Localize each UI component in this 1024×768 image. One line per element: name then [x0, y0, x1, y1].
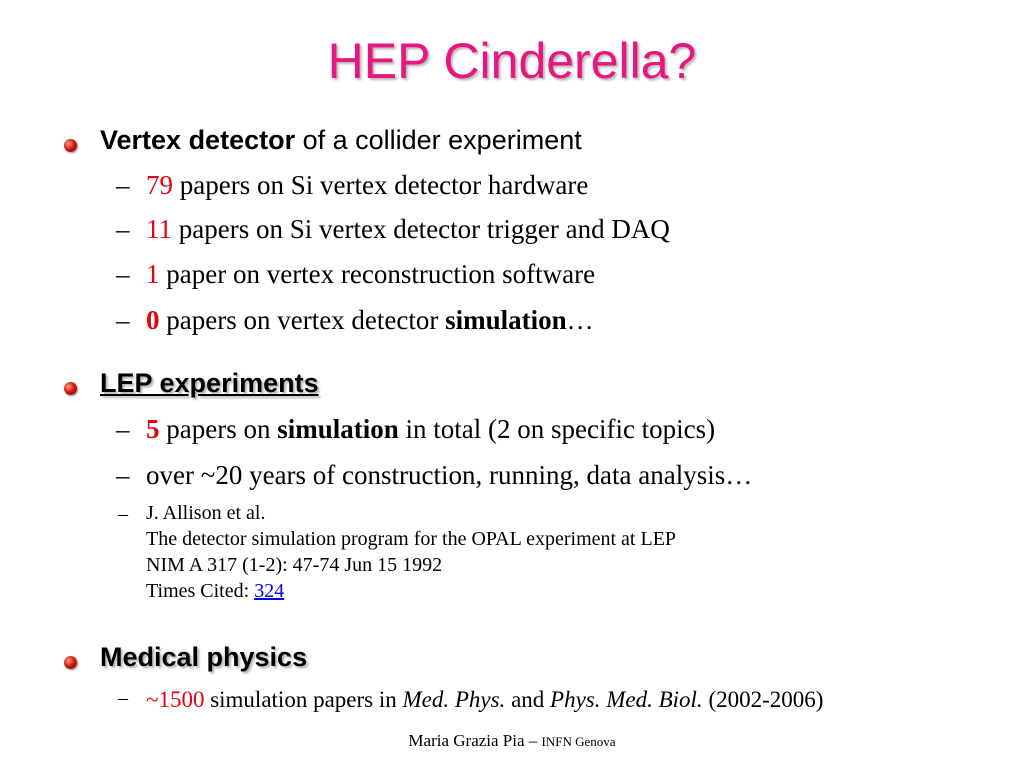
item-text: (2002-2006): [702, 687, 824, 712]
item-text: papers on: [159, 414, 278, 444]
item-text: over ~20 years of construction, running, data analysis…: [146, 460, 753, 490]
footer-affiliation: INFN Genova: [541, 734, 616, 749]
item-bold-text: simulation: [277, 414, 399, 444]
count-value: 5: [146, 414, 160, 444]
reference-title: The detector simulation program for the OPAL experiment at LEP: [146, 528, 677, 550]
reference-journal: NIM A 317 (1-2): 47-74 Jun 15 1992: [146, 554, 443, 576]
item-text: papers on vertex detector: [159, 305, 446, 335]
count-value: 0: [146, 305, 160, 335]
count-value: 1: [146, 259, 160, 289]
dash-marker: –: [116, 259, 130, 289]
journal-name: Med. Phys.: [402, 687, 506, 712]
slide-footer: [0, 731, 1024, 751]
list-item: [146, 303, 594, 337]
reference-citation: [146, 500, 676, 604]
dash-marker: –: [116, 460, 130, 490]
dash-marker: –: [116, 170, 130, 200]
section-heading-medical: [100, 640, 307, 674]
heading-bold-text: Vertex detector: [100, 125, 296, 155]
footer-author: Maria Grazia Pia –: [408, 731, 542, 750]
count-value: 11: [146, 214, 172, 244]
dash-marker: –: [116, 414, 130, 444]
list-item: [146, 412, 715, 446]
bullet-icon: [64, 139, 77, 152]
item-text: simulation papers in: [204, 687, 403, 712]
slide-title: HEP Cinderella?: [327, 33, 697, 89]
list-item: [146, 168, 588, 202]
list-item: [146, 458, 752, 492]
times-cited-link[interactable]: 324: [254, 580, 285, 602]
dash-marker: –: [118, 503, 128, 525]
cited-label: Times Cited:: [146, 580, 255, 602]
list-item: [146, 683, 823, 717]
reference-cited: [146, 578, 676, 604]
dash-marker: –: [116, 305, 130, 335]
count-value: 79: [146, 170, 173, 200]
item-text: and: [505, 687, 551, 712]
dash-marker: –: [118, 687, 128, 709]
item-text: papers on Si vertex detector trigger and DAQ: [172, 214, 670, 244]
heading-text: LEP experiments: [100, 368, 319, 398]
item-bold-text: simulation: [445, 305, 567, 335]
bullet-icon: [64, 656, 77, 669]
reference-author: J. Allison et al.: [146, 502, 266, 524]
journal-name: Phys. Med. Biol.: [550, 687, 703, 712]
item-text: in total (2 on specific topics): [398, 414, 716, 444]
heading-text: of a collider experiment: [295, 125, 582, 155]
item-text: paper on vertex reconstruction software: [159, 259, 596, 289]
section-heading-lep: [100, 366, 319, 400]
list-item: [146, 257, 595, 291]
section-heading-vertex: [100, 123, 582, 157]
item-text: papers on Si vertex detector hardware: [173, 170, 589, 200]
heading-text: Medical physics: [100, 642, 308, 672]
count-value: ~1500: [146, 687, 205, 712]
bullet-icon: [64, 382, 77, 395]
list-item: [146, 212, 670, 246]
dash-marker: –: [116, 214, 130, 244]
item-text: …: [566, 305, 594, 335]
